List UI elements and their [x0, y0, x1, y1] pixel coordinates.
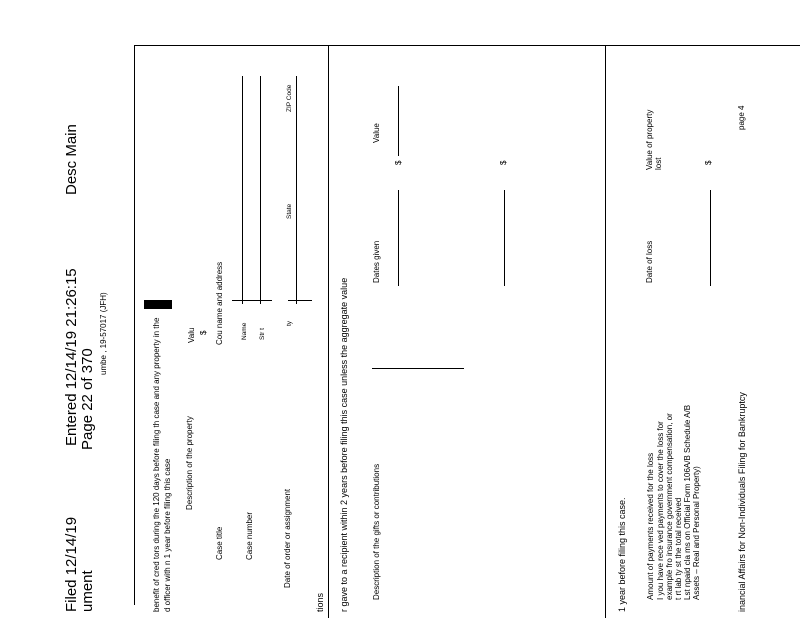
case-title-label: Case title: [215, 526, 224, 560]
date-order-label: Date of order or assignment: [283, 488, 292, 588]
value-lost-label-1: Value of property: [645, 109, 654, 170]
date-of-loss-label: Date of loss: [645, 240, 654, 283]
entered-date: Entered 12/14/19 21:26:15: [63, 268, 80, 446]
loss-amount-line-6: Assets – Real and Personal Property): [692, 466, 701, 600]
value-dollar: $: [199, 330, 208, 335]
gifts-intro: r gave to a recipient within 2 years before filing this case unless the aggregate value: [339, 277, 349, 612]
court-city-field: ty: [286, 320, 293, 326]
date-of-loss-line: [710, 190, 711, 286]
court-zip-field: ZIP Code: [286, 84, 293, 112]
section-divider-1: [328, 45, 329, 618]
receivership-intro-2: d officer with n 1 year before filing this case: [163, 458, 172, 612]
loss-amount-line-2: I you have rece ved payments to cover the loss for: [656, 421, 665, 600]
redaction-mark: [144, 300, 172, 309]
value-label: Valu: [187, 327, 196, 343]
value-lost-label-2: lost: [654, 157, 663, 170]
gifts-heading: tions: [315, 592, 325, 612]
document-label: ument: [79, 570, 96, 612]
gift-dates-label: Dates given: [372, 240, 381, 283]
gift-value-label: Value: [372, 123, 381, 143]
loss-amount-line-4: t rt lab ty st the total received: [674, 497, 683, 600]
court-city-line: [296, 76, 297, 304]
gift-description-label: Description of the gifts or contributions: [372, 463, 381, 600]
gift-dates-line-2: [504, 190, 505, 286]
value-lost-dollar: $: [704, 160, 713, 165]
court-name-label: Cou name and address: [215, 261, 224, 345]
page-number: page 4: [737, 105, 746, 130]
court-street-field: Str t: [259, 328, 266, 340]
court-name-line: [242, 76, 243, 304]
case-number-label: Case number: [245, 511, 254, 560]
form-title: inancial Affairs for Non-Individuals Filing for Bankruptcy: [737, 392, 747, 612]
gift-value-dollar-2: $: [499, 160, 508, 165]
section-divider-2: [605, 45, 606, 618]
loss-amount-line-3: example fro insurance government compensation, or: [665, 413, 674, 600]
top-border: [134, 45, 800, 46]
left-border: [134, 45, 135, 605]
gift-value-dollar-1: $: [394, 160, 403, 165]
property-description-label: Description of the property: [185, 416, 194, 510]
court-state-field: State: [286, 203, 293, 219]
court-city-box-line: [288, 300, 312, 301]
receivership-intro-1: benefit of cred tors during the 120 days before filing th case and any property in the: [152, 317, 161, 612]
gift-value-line-1: [398, 86, 399, 156]
court-street-line: [260, 76, 261, 304]
filed-date: Filed 12/14/19: [63, 516, 80, 612]
losses-heading: 1 year before filing this case.: [617, 497, 627, 612]
page-count: Page 22 of 370: [79, 348, 96, 450]
gift-row-separator: [372, 368, 464, 369]
court-box-line: [232, 300, 272, 301]
loss-amount-line-1: Amount of payments received for the loss: [646, 452, 655, 600]
loss-amount-line-5: Lst npaid cla ms on Official Form 106A/B Schedule A/B: [683, 404, 692, 600]
case-number-header: umbe , 19-57017 (JFH): [99, 292, 108, 375]
court-name-field: Name: [241, 322, 248, 340]
gift-dates-line-1: [398, 190, 399, 286]
desc-main: Desc Main: [63, 124, 80, 195]
